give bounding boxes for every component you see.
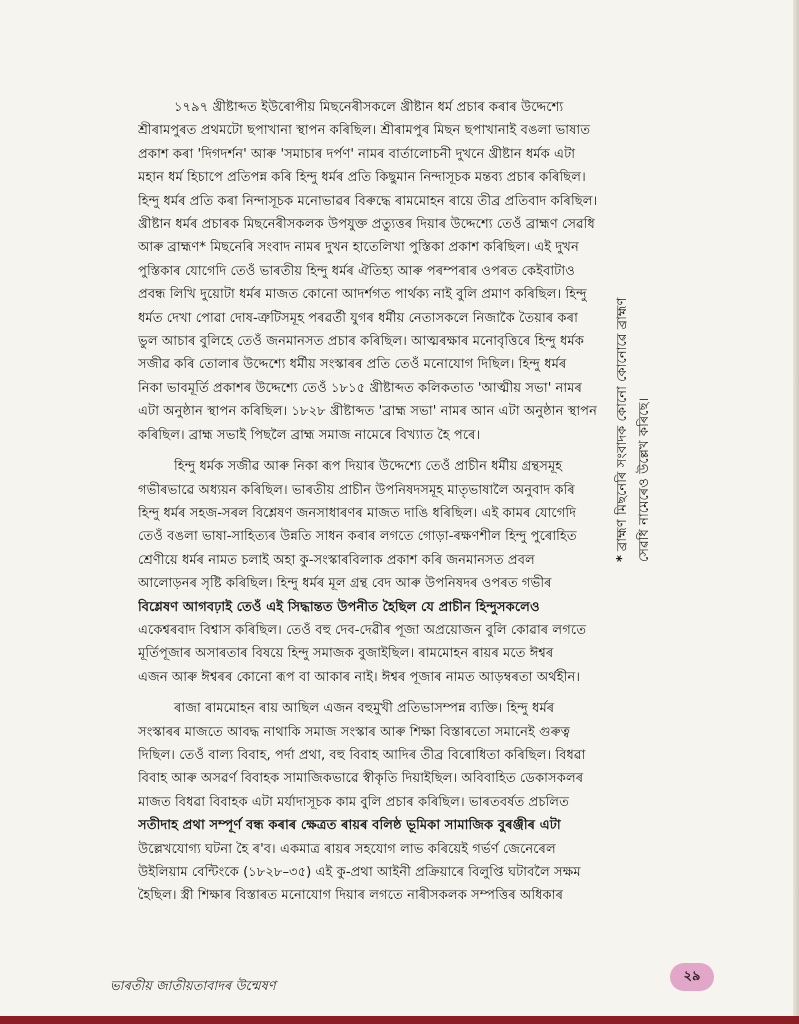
text-line: ৰাজা ৰামমোহন ৰায় আছিল এজন বহুমুখী প্ৰতিভাসম্পন্ন ব্যক্তি। হিন্দু ধৰ্মৰ xyxy=(174,701,555,717)
text-line: কৰিছিল। ব্ৰাহ্ম সভাই পিছলৈ ব্ৰাহ্ম সমাজ নামেৰে বিখ্যাত হৈ পৰে। xyxy=(138,427,481,443)
text-line: তেওঁ বঙলা ভাষা-সাহিত্যৰ উন্নতি সাধন কৰাৰ লগতে গোড়া-ৰক্ষণশীল হিন্দু পুৰোহিত xyxy=(138,529,577,545)
text-line: একেশ্বৰবাদ বিশ্বাস কৰিছিল। তেওঁ বহু দেব-দেৱীৰ পূজা অপ্ৰয়োজন বুলি কোৱাৰ লগতে xyxy=(138,622,587,638)
text-line: সতীদাহ প্ৰথা সম্পূৰ্ণ বন্ধ কৰাৰ ক্ষেত্ৰত ৰায়ৰ বলিষ্ঠ ভূমিকা সামাজিক বুৰঞ্জীৰ এটা xyxy=(138,818,561,834)
page-number: ২৯ xyxy=(670,963,714,991)
paragraph-1 xyxy=(138,96,598,447)
text-line: হিন্দু ধৰ্মক সজীৱ আৰু নিকা ৰূপ দিয়াৰ উদ্দেশ্যে তেওঁ প্ৰাচীন ধৰ্মীয় গ্ৰন্থসমূহ xyxy=(174,459,563,475)
text-line: এজন আৰু ঈশ্বৰৰ কোনো ৰূপ বা আকাৰ নাই। ঈশ্বৰ পূজাৰ নামত আড়ম্বৰতা অৰ্থহীন। xyxy=(138,669,581,685)
text-line: ১৭৯৭ খ্ৰীষ্টাব্দত ইউৰোপীয় মিছনেৰীসকলে খ্ৰীষ্টান ধৰ্ম প্ৰচাৰ কৰাৰ উদ্দেশ্যে xyxy=(174,100,564,115)
book-title: ভাৰতীয় জাতীয়তাবাদৰ উন্মেষণ xyxy=(110,979,276,994)
page-bottom-band xyxy=(0,1016,799,1024)
text-line: এটা অনুষ্ঠান স্থাপন কৰিছিল। ১৮২৮ খ্ৰীষ্টাব্দত 'ব্ৰাহ্ম সভা' নামৰ আন এটা অনুষ্ঠান স্থাপন xyxy=(138,404,597,420)
text-line: নিকা ভাবমূৰ্তি প্ৰকাশৰ উদ্দেশ্যে তেওঁ ১৮১৫ খ্ৰীষ্টাব্দত কলিকতাত 'আত্মীয় সভা' নামৰ xyxy=(138,380,582,396)
sidenote-star: * xyxy=(615,555,630,562)
text-line: মাজত বিধৱা বিবাহক এটা মৰ্যাদাসূচক কাম বুলি প্ৰচাৰ কৰিছিল। ভাৰতবৰ্ষত প্ৰচলিত xyxy=(138,794,570,810)
sidenote-line-text: ব্ৰাহ্মণ মিছনেৰি সংবাদক কোনো কোনোৱে ব্ৰাহ্মণ xyxy=(615,297,630,552)
page-edge xyxy=(793,0,799,1024)
sidenote xyxy=(612,92,690,562)
text-line: সজীৱ কৰি তোলাৰ উদ্দেশ্যে ধৰ্মীয় সংস্কাৰৰ প্ৰতি তেওঁ মনোযোগ দিছিল। হিন্দু ধৰ্মৰ xyxy=(138,357,567,373)
sidenote-line xyxy=(612,92,634,562)
text-line: সংস্কাৰৰ মাজতে আবদ্ধ নাথাকি সমাজ সংস্কাৰ আৰু শিক্ষা বিস্তাৰতো সমানেই গুৰুত্ব xyxy=(138,724,571,740)
text-line: শ্ৰেণীয়ে ধৰ্মৰ নামত চলাই অহা কু-সংস্কাৰবিলাক প্ৰকাশ কৰি জনমানসত প্ৰবল xyxy=(138,552,535,568)
paragraph-3 xyxy=(138,697,598,908)
text-line: হৈছিল। স্ত্ৰী শিক্ষাৰ বিস্তাৰত মনোযোগ দিয়াৰ লগতে নাৰীসকলক সম্পত্তিৰ অধিকাৰ xyxy=(138,888,564,904)
sidenote-line: সেৱধি নামেৰেও উল্লেখ কৰিছে। xyxy=(637,397,652,562)
text-line: বিবাহ আৰু অসৱৰ্ণ বিবাহক সামাজিকভাৱে স্বীকৃতি দিয়াইছিল। অবিবাহিত ডেকাসকলৰ xyxy=(138,771,584,787)
sidenote-text xyxy=(612,92,690,562)
text-line: আৰু ব্ৰাহ্মণ* মিছনেৰি সংবাদ নামৰ দুখন হাতেলিখা পুস্তিকা প্ৰকাশ কৰিছিল। এই দুখন xyxy=(138,240,579,256)
text-line: পুস্তিকাৰ যোগেদি তেওঁ ভাৰতীয় হিন্দু ধৰ্মৰ ঐতিহ্য আৰু পৰম্পৰাৰ ওপৰত কেইবাটাও xyxy=(138,263,575,279)
text-line: মহান ধৰ্ম হিচাপে প্ৰতিপন্ন কৰি হিন্দু ধৰ্মৰ প্ৰতি কিছুমান নিন্দাসূচক মন্তব্য প্ৰচাৰ কৰিছিল। xyxy=(138,170,586,186)
text-line: হিন্দু ধৰ্মৰ সহজ-সৰল বিশ্লেষণ জনসাধাৰণৰ মাজত দাঙি ধৰিছিল। এই কামৰ যোগেদি xyxy=(138,505,577,521)
text-line: ভুল আচাৰ বুলিহে তেওঁ জনমানসত প্ৰচাৰ কৰিছিল। আত্মৰক্ষাৰ মনোবৃত্তিৰে হিন্দু ধৰ্মক xyxy=(138,334,584,350)
paragraph-2 xyxy=(138,455,598,689)
text-line: শ্ৰীৰামপুৰত প্ৰথমটো ছপাখানা স্থাপন কৰিছিল। শ্ৰীৰামপুৰ মিছন ছপাখানাই বঙলা ভাষাত xyxy=(138,123,591,139)
text-line: উল্লেখযোগ্য ঘটনা হৈ ৰ'ব। একমাত্ৰ ৰায়ৰ সহযোগ লাভ কৰিয়েই গৰ্ভৰ্ণ জেনেৰেল xyxy=(138,841,556,857)
main-text xyxy=(138,96,598,916)
text-line: খ্ৰীষ্টান ধৰ্মৰ প্ৰচাৰক মিছনেৰীসকলক উপযুক্ত প্ৰত্যুত্তৰ দিয়াৰ উদ্দেশ্যে তেওঁ ব্ৰাহ্মণ সেৱধি xyxy=(138,217,595,233)
text-line: উইলিয়াম বেন্টিংকে (১৮২৮–৩৫) এই কু-প্ৰথা আইনী প্ৰক্ৰিয়াৰে বিলুপ্তি ঘটাবলৈ সক্ষম xyxy=(138,865,581,880)
text-line: প্ৰকাশ কৰা 'দিগদৰ্শন' আৰু 'সমাচাৰ দৰ্পণ' নামৰ বাৰ্তালোচনী দুখনে খ্ৰীষ্টান ধৰ্মক এটা xyxy=(138,146,576,162)
text-line: দিছিল। তেওঁ বাল্য বিবাহ, পৰ্দা প্ৰথা, বহু বিবাহ আদিৰ তীব্ৰ বিৰোধিতা কৰিছিল। বিধৱা xyxy=(138,747,586,763)
text-line: প্ৰবন্ধ লিখি দুয়োটা ধৰ্মৰ মাজত কোনো আদৰ্শগত পাৰ্থক্য নাই বুলি প্ৰমাণ কৰিছিল। হিন্দু xyxy=(138,287,587,303)
text-line: বিশ্লেষণ আগবঢ়াই তেওঁ এই সিদ্ধান্তত উপনীত হৈছিল যে প্ৰাচীন হিন্দুসকলেও xyxy=(138,599,540,615)
text-line: হিন্দু ধৰ্মৰ প্ৰতি কৰা নিন্দাসূচক মনোভাৱৰ বিৰুদ্ধে ৰামমোহন ৰায়ে তীব্ৰ প্ৰতিবাদ কৰিছিল। xyxy=(138,193,598,209)
text-line: মূৰ্তিপূজাৰ অসাৰতাৰ বিষয়ে হিন্দু সমাজক বুজাইছিল। ৰামমোহন ৰায়ৰ মতে ঈশ্বৰ xyxy=(138,646,554,662)
text-line: ধৰ্মত দেখা পোৱা দোষ-ত্ৰুটিসমূহ পৰৱৰ্তী যুগৰ ধৰ্মীয় নেতাসকলে নিজাকৈ তৈয়াৰ কৰা xyxy=(138,310,578,326)
text-line: আলোড়নৰ সৃষ্টি কৰিছিল। হিন্দু ধৰ্মৰ মূল গ্ৰন্থ বেদ আৰু উপনিষদৰ ওপৰত গভীৰ xyxy=(138,576,552,592)
text-line: গভীৰভাৱে অধ্যয়ন কৰিছিল। ভাৰতীয় প্ৰাচীন উপনিষদসমূহ মাতৃভাষালৈ অনুবাদ কৰি xyxy=(138,482,575,498)
